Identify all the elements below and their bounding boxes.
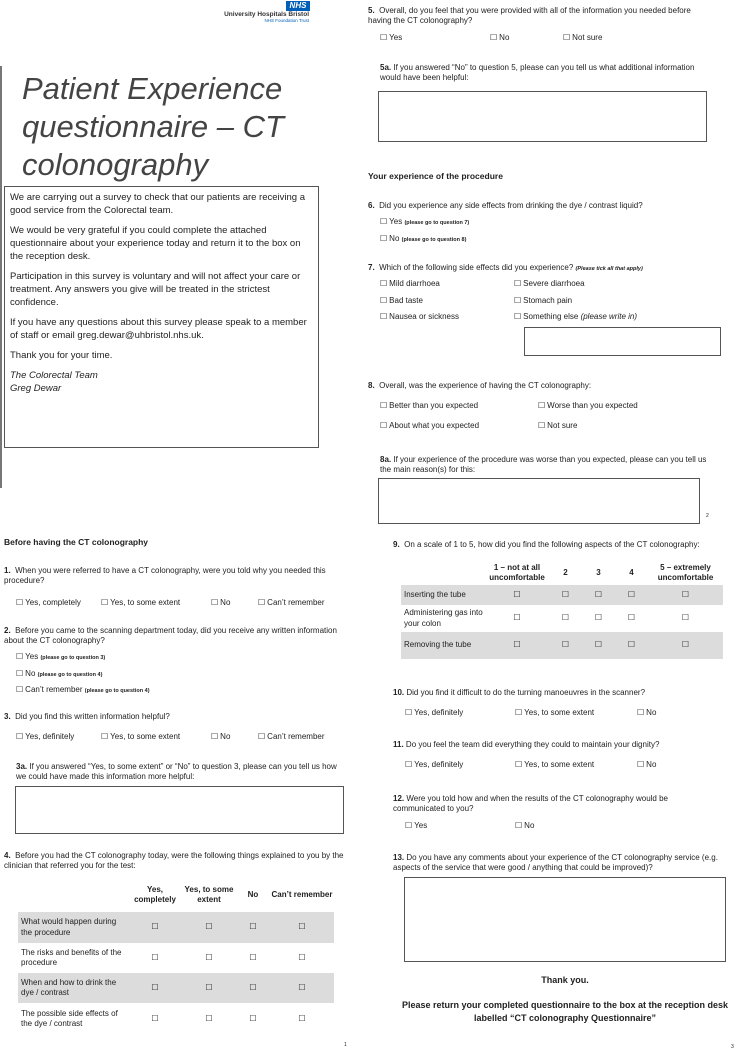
skip-note: (please go to question 3) [40, 655, 106, 661]
checkbox-icon[interactable]: ☐ [627, 613, 636, 623]
table-row [18, 943, 334, 973]
q5-question: Overall, do you feel that you were provided with all of the information you needed before having the CT colonography? [368, 6, 691, 26]
intro-box [4, 186, 319, 448]
checkbox-icon[interactable]: ☐ [405, 760, 413, 769]
checkbox-icon[interactable]: ☐ [405, 708, 413, 717]
q11-option-definitely[interactable] [405, 760, 463, 770]
q5-number: 5. [368, 6, 375, 15]
table-row [401, 632, 723, 659]
option-label: Severe diarrhoea [523, 279, 585, 288]
option-label: Yes, to some extent [110, 598, 181, 607]
checkbox-icon[interactable]: ☐ [211, 598, 219, 607]
option-label: Yes [25, 652, 39, 661]
option-label: No [524, 821, 535, 830]
checkbox-icon[interactable]: ☐ [594, 640, 603, 650]
checkbox-icon[interactable]: ☐ [16, 669, 24, 678]
intro-paragraph: Thank you for your time. [10, 350, 113, 361]
option-label: Yes, completely [25, 598, 81, 607]
q9-question: On a scale of 1 to 5, how did you find the following aspects of the CT colonography: [404, 540, 700, 549]
q7-option-something-else[interactable] [514, 312, 637, 322]
q2-option-yes[interactable] [16, 652, 105, 662]
skip-note: (please go to question 4) [37, 672, 103, 678]
intro-paragraph: If you have any questions about this survey please speak to a member of staff or email greg.dewar@uhbristol.nhs.uk. [10, 317, 307, 341]
checkbox-icon[interactable]: ☐ [249, 1013, 257, 1023]
option-label: Can’t remember [25, 685, 83, 694]
checkbox-icon[interactable]: ☐ [249, 952, 257, 962]
checkbox-icon[interactable]: ☐ [380, 421, 388, 430]
option-label: No [220, 598, 231, 607]
table-row [401, 585, 723, 605]
checkbox-icon[interactable]: ☐ [681, 589, 690, 599]
q11-number: 11. [393, 740, 404, 749]
q5-option-notsure[interactable] [563, 33, 602, 43]
q2-option-cant-remember[interactable] [16, 685, 150, 695]
checkbox-icon[interactable]: ☐ [298, 952, 306, 962]
checkbox-icon[interactable]: ☐ [561, 613, 570, 623]
q10-option-no[interactable] [637, 708, 656, 718]
q11-option-no[interactable] [637, 760, 656, 770]
q1-option-cant-remember[interactable] [258, 598, 325, 608]
q5-option-yes[interactable] [380, 33, 402, 43]
q5-text [368, 6, 708, 27]
option-label: Nausea or sickness [389, 312, 459, 321]
checkbox-icon[interactable]: ☐ [681, 640, 690, 650]
q10-text [393, 688, 733, 698]
column-header: Yes, completely [134, 885, 176, 904]
checkbox-icon[interactable]: ☐ [16, 685, 24, 694]
checkbox-icon[interactable]: ☐ [563, 33, 571, 42]
skip-note: (please go to question 7) [404, 220, 470, 226]
option-label: No [389, 234, 400, 243]
q9-number: 9. [393, 540, 400, 549]
column-header: 3 [596, 568, 601, 578]
option-label: Something else [523, 312, 579, 321]
q8-option-worse[interactable] [538, 401, 638, 411]
checkbox-icon[interactable]: ☐ [561, 640, 570, 650]
option-label: No [220, 732, 231, 741]
q7-note: (Please tick all that apply) [575, 266, 643, 272]
section-procedure-heading: Your experience of the procedure [368, 171, 503, 181]
q3a-number: 3a. [16, 762, 28, 771]
q7-text [368, 263, 718, 273]
q3-option-no[interactable] [211, 732, 230, 742]
q7-question: Which of the following side effects did you experience? [379, 263, 574, 272]
checkbox-icon[interactable]: ☐ [249, 982, 257, 992]
checkbox-icon[interactable]: ☐ [151, 982, 159, 992]
q4-question: Before you had the CT colonography today, were the following things explained to you by the clinician that referred you for the test: [4, 851, 344, 871]
checkbox-icon[interactable]: ☐ [151, 1013, 159, 1023]
q3a-text [16, 762, 346, 783]
checkbox-icon[interactable]: ☐ [258, 732, 266, 741]
checkbox-icon[interactable]: ☐ [627, 640, 636, 650]
q8-text [368, 381, 708, 391]
q2-number: 2. [4, 626, 11, 635]
option-label: About what you expected [389, 421, 480, 430]
checkbox-icon[interactable]: ☐ [515, 760, 523, 769]
option-label: Yes, to some extent [110, 732, 181, 741]
checkbox-icon[interactable]: ☐ [298, 922, 306, 932]
option-label: Yes, definitely [25, 732, 75, 741]
option-label: Can’t remember [267, 732, 325, 741]
title-line: questionnaire – CT [22, 109, 284, 144]
q6-number: 6. [368, 201, 375, 210]
page-number: 3 [731, 1044, 734, 1050]
option-label: No [25, 669, 36, 678]
checkbox-icon[interactable]: ☐ [151, 952, 159, 962]
q13-question: Do you have any comments about your experience of the CT colonography service (e.g. aspects of the service that were good / anything that could be improved)? [393, 853, 718, 873]
row-label: Inserting the tube [401, 585, 485, 605]
row-label: Removing the tube [401, 632, 485, 659]
q8-number: 8. [368, 381, 375, 390]
option-label: Mild diarrhoea [389, 279, 440, 288]
checkbox-icon[interactable]: ☐ [298, 1013, 306, 1023]
q13-text [393, 853, 723, 874]
intro-paragraph: We are carrying out a survey to check that our patients are receiving a good service from the Colorectal team. [10, 192, 306, 216]
checkbox-icon[interactable]: ☐ [205, 982, 213, 992]
checkbox-icon[interactable]: ☐ [515, 708, 523, 717]
column-header: 4 [629, 568, 634, 578]
q12-option-no[interactable] [515, 821, 534, 831]
q3-text [4, 712, 344, 722]
column-header: 1 – not at all uncomfortable [489, 563, 545, 582]
q8-question: Overall, was the experience of having the CT colonography: [379, 381, 592, 390]
option-label: No [646, 708, 657, 717]
checkbox-icon[interactable]: ☐ [405, 821, 413, 830]
column-header: Can’t remember [271, 890, 333, 900]
signoff-team: The Colorectal Team [10, 370, 98, 381]
q3-question: Did you find this written information helpful? [15, 712, 170, 721]
q4-table [18, 878, 334, 1035]
table-header-row [18, 878, 334, 912]
q3-option-some-extent[interactable] [101, 732, 180, 742]
q12-option-yes[interactable] [405, 821, 427, 831]
q6-question: Did you experience any side effects from drinking the dye / contrast liquid? [379, 201, 643, 210]
checkbox-icon[interactable]: ☐ [380, 296, 388, 305]
option-label: Can’t remember [267, 598, 325, 607]
q7-number: 7. [368, 263, 375, 272]
q10-number: 10. [393, 688, 405, 697]
table-corner [401, 561, 485, 585]
q2-option-no[interactable] [16, 669, 102, 679]
option-label: Yes, to some extent [524, 708, 595, 717]
q5a-number: 5a. [380, 63, 392, 72]
q10-question: Did you find it difficult to do the turning manoeuvres in the scanner? [406, 688, 646, 697]
q8a-answer-box[interactable] [378, 478, 700, 524]
q2-question: Before you came to the scanning department today, did you receive any written information about the CT colonography? [4, 626, 337, 646]
table-row [18, 973, 334, 1003]
checkbox-icon[interactable]: ☐ [249, 922, 257, 932]
checkbox-icon[interactable]: ☐ [205, 922, 213, 932]
checkbox-icon[interactable]: ☐ [380, 401, 388, 410]
column-header: 5 – extremely uncomfortable [657, 563, 714, 582]
table-row [18, 1003, 334, 1035]
q1-option-completely[interactable] [16, 598, 81, 608]
q5-option-no[interactable] [490, 33, 509, 43]
trust-name: NHS Foundation Trust [264, 18, 309, 23]
option-label: Not sure [572, 33, 603, 42]
q9-table [401, 561, 723, 659]
q8a-text [380, 455, 715, 476]
write-in-note: (please write in) [580, 312, 638, 321]
checkbox-icon[interactable]: ☐ [205, 1013, 213, 1023]
table-row [401, 605, 723, 632]
q2-text [4, 626, 344, 647]
q10-option-some-extent[interactable] [515, 708, 594, 718]
checkbox-icon[interactable]: ☐ [380, 279, 388, 288]
checkbox-icon[interactable]: ☐ [490, 33, 498, 42]
q6-option-no[interactable] [380, 234, 466, 244]
q9-text [393, 540, 733, 550]
title-line: Patient Experience [22, 71, 283, 106]
checkbox-icon[interactable]: ☐ [380, 217, 388, 226]
page-number: 1 [344, 1042, 347, 1048]
q8-option-notsure[interactable] [538, 421, 577, 431]
q8a-question: If your experience of the procedure was worse than you expected, please can you tell us the main reason(s) for this: [380, 455, 707, 475]
checkbox-icon[interactable]: ☐ [101, 732, 109, 741]
return-instructions: Please return your completed questionnaire to the box at the reception desk labelled “CT colonography Questionnaire” [401, 1000, 729, 1023]
q8-option-about[interactable] [380, 421, 479, 431]
option-label: Yes [414, 821, 428, 830]
q4-number: 4. [4, 851, 11, 860]
skip-note: (please go to question 4) [84, 688, 150, 694]
column-header: No [247, 890, 259, 900]
q7-write-in-box[interactable] [524, 327, 721, 356]
option-label: Yes, definitely [414, 708, 464, 717]
checkbox-icon[interactable]: ☐ [514, 296, 522, 305]
q7-option-severe-diarrhoea[interactable] [514, 279, 585, 289]
q7-option-stomach-pain[interactable] [514, 296, 572, 306]
q7-option-nausea[interactable] [380, 312, 459, 322]
checkbox-icon[interactable]: ☐ [513, 589, 521, 599]
table-row [18, 912, 334, 943]
thank-you: Thank you. [541, 975, 589, 985]
option-label: Bad taste [389, 296, 423, 305]
intro-paragraph: Participation in this survey is voluntary and will not affect your care or treatment. Any answers you give will be treated in the strictest confidence. [10, 271, 301, 308]
row-label: Administering gas into your colon [404, 608, 483, 628]
option-label: No [499, 33, 510, 42]
checkbox-icon[interactable]: ☐ [205, 952, 213, 962]
nhs-logo: NHS [286, 1, 310, 11]
q3-number: 3. [4, 712, 11, 721]
q8-option-better[interactable] [380, 401, 478, 411]
option-label: Yes [389, 33, 403, 42]
checkbox-icon[interactable]: ☐ [627, 589, 636, 599]
checkbox-icon[interactable]: ☐ [211, 732, 219, 741]
checkbox-icon[interactable]: ☐ [513, 640, 521, 650]
q1-option-no[interactable] [211, 598, 230, 608]
q5a-answer-box[interactable] [378, 91, 707, 142]
q13-number: 13. [393, 853, 405, 862]
checkbox-icon[interactable]: ☐ [637, 708, 645, 717]
row-label: The possible side effects of the dye / contrast [21, 1008, 118, 1028]
q12-question: Were you told how and when the results of the CT colonography would be communicated to you? [393, 794, 668, 814]
option-label: Stomach pain [523, 296, 573, 305]
q7-option-bad-taste[interactable] [380, 296, 423, 306]
q13-answer-box[interactable] [404, 877, 726, 962]
checkbox-icon[interactable]: ☐ [151, 922, 159, 932]
q3-option-cant-remember[interactable] [258, 732, 325, 742]
column-header: Yes, to some extent [184, 885, 234, 904]
option-label: Yes, definitely [414, 760, 464, 769]
checkbox-icon[interactable]: ☐ [16, 732, 24, 741]
option-label: Worse than you expected [547, 401, 638, 410]
left-border-line [0, 66, 2, 488]
option-label: Better than you expected [389, 401, 479, 410]
q11-text [393, 740, 733, 750]
option-label: Yes, to some extent [524, 760, 595, 769]
checkbox-icon[interactable]: ☐ [16, 598, 24, 607]
q1-option-some-extent[interactable] [101, 598, 180, 608]
q1-question: When you were referred to have a CT colonography, were you told why you needed this procedure? [4, 566, 326, 586]
checkbox-icon[interactable]: ☐ [514, 279, 522, 288]
q5a-text [380, 63, 700, 84]
row-label: When and how to drink the dye / contrast [18, 973, 128, 1003]
checkbox-icon[interactable]: ☐ [16, 652, 24, 661]
cover-title [22, 70, 284, 184]
checkbox-icon[interactable]: ☐ [561, 589, 570, 599]
signoff-name: Greg Dewar [10, 383, 62, 394]
checkbox-icon[interactable]: ☐ [594, 589, 603, 599]
checkbox-icon[interactable]: ☐ [515, 821, 523, 830]
checkbox-icon[interactable]: ☐ [258, 598, 266, 607]
q6-text [368, 201, 708, 211]
q1-number: 1. [4, 566, 11, 575]
q4-text [4, 851, 344, 872]
row-label: What would happen during the procedure [18, 912, 128, 943]
checkbox-icon[interactable]: ☐ [101, 598, 109, 607]
option-label: Yes [389, 217, 403, 226]
q11-question: Do you feel the team did everything they could to maintain your dignity? [405, 740, 660, 749]
checkbox-icon[interactable]: ☐ [538, 421, 546, 430]
q12-number: 12. [393, 794, 405, 803]
q10-option-definitely[interactable] [405, 708, 463, 718]
checkbox-icon[interactable]: ☐ [298, 982, 306, 992]
q8a-number: 8a. [380, 455, 392, 464]
q3a-question: If you answered “Yes, to some extent” or “No” to question 3, please can you tell us how we could have made this information more helpful: [16, 762, 337, 782]
table-corner [18, 878, 128, 912]
checkbox-icon[interactable]: ☐ [514, 312, 522, 321]
checkbox-icon[interactable]: ☐ [637, 760, 645, 769]
org-name: University Hospitals Bristol [224, 11, 309, 18]
q12-text [393, 794, 713, 815]
column-header: 2 [563, 568, 568, 578]
intro-paragraph: We would be very grateful if you could complete the attached questionnaire about your experience today and return it to the box on the reception desk. [10, 225, 301, 262]
checkbox-icon[interactable]: ☐ [681, 613, 690, 623]
q6-option-yes[interactable] [380, 217, 469, 227]
skip-note: (please go to question 8) [401, 237, 467, 243]
q7-option-mild-diarrhoea[interactable] [380, 279, 440, 289]
q3-option-definitely[interactable] [16, 732, 74, 742]
q3a-answer-box[interactable] [15, 786, 344, 834]
section-before-heading: Before having the CT colonography [4, 537, 149, 547]
checkbox-icon[interactable]: ☐ [538, 401, 546, 410]
checkbox-icon[interactable]: ☐ [380, 234, 388, 243]
title-line: colonography [22, 147, 209, 182]
checkbox-icon[interactable]: ☐ [594, 613, 603, 623]
q11-option-some-extent[interactable] [515, 760, 594, 770]
page-number: 2 [706, 513, 709, 519]
checkbox-icon[interactable]: ☐ [380, 312, 388, 321]
table-header-row [401, 561, 723, 585]
option-label: Not sure [547, 421, 578, 430]
checkbox-icon[interactable]: ☐ [513, 613, 521, 623]
q1-text [4, 566, 344, 587]
q5a-question: If you answered “No” to question 5, please can you tell us what additional information would have been helpful: [380, 63, 695, 83]
checkbox-icon[interactable]: ☐ [380, 33, 388, 42]
row-label: The risks and benefits of the procedure [21, 947, 122, 967]
option-label: No [646, 760, 657, 769]
